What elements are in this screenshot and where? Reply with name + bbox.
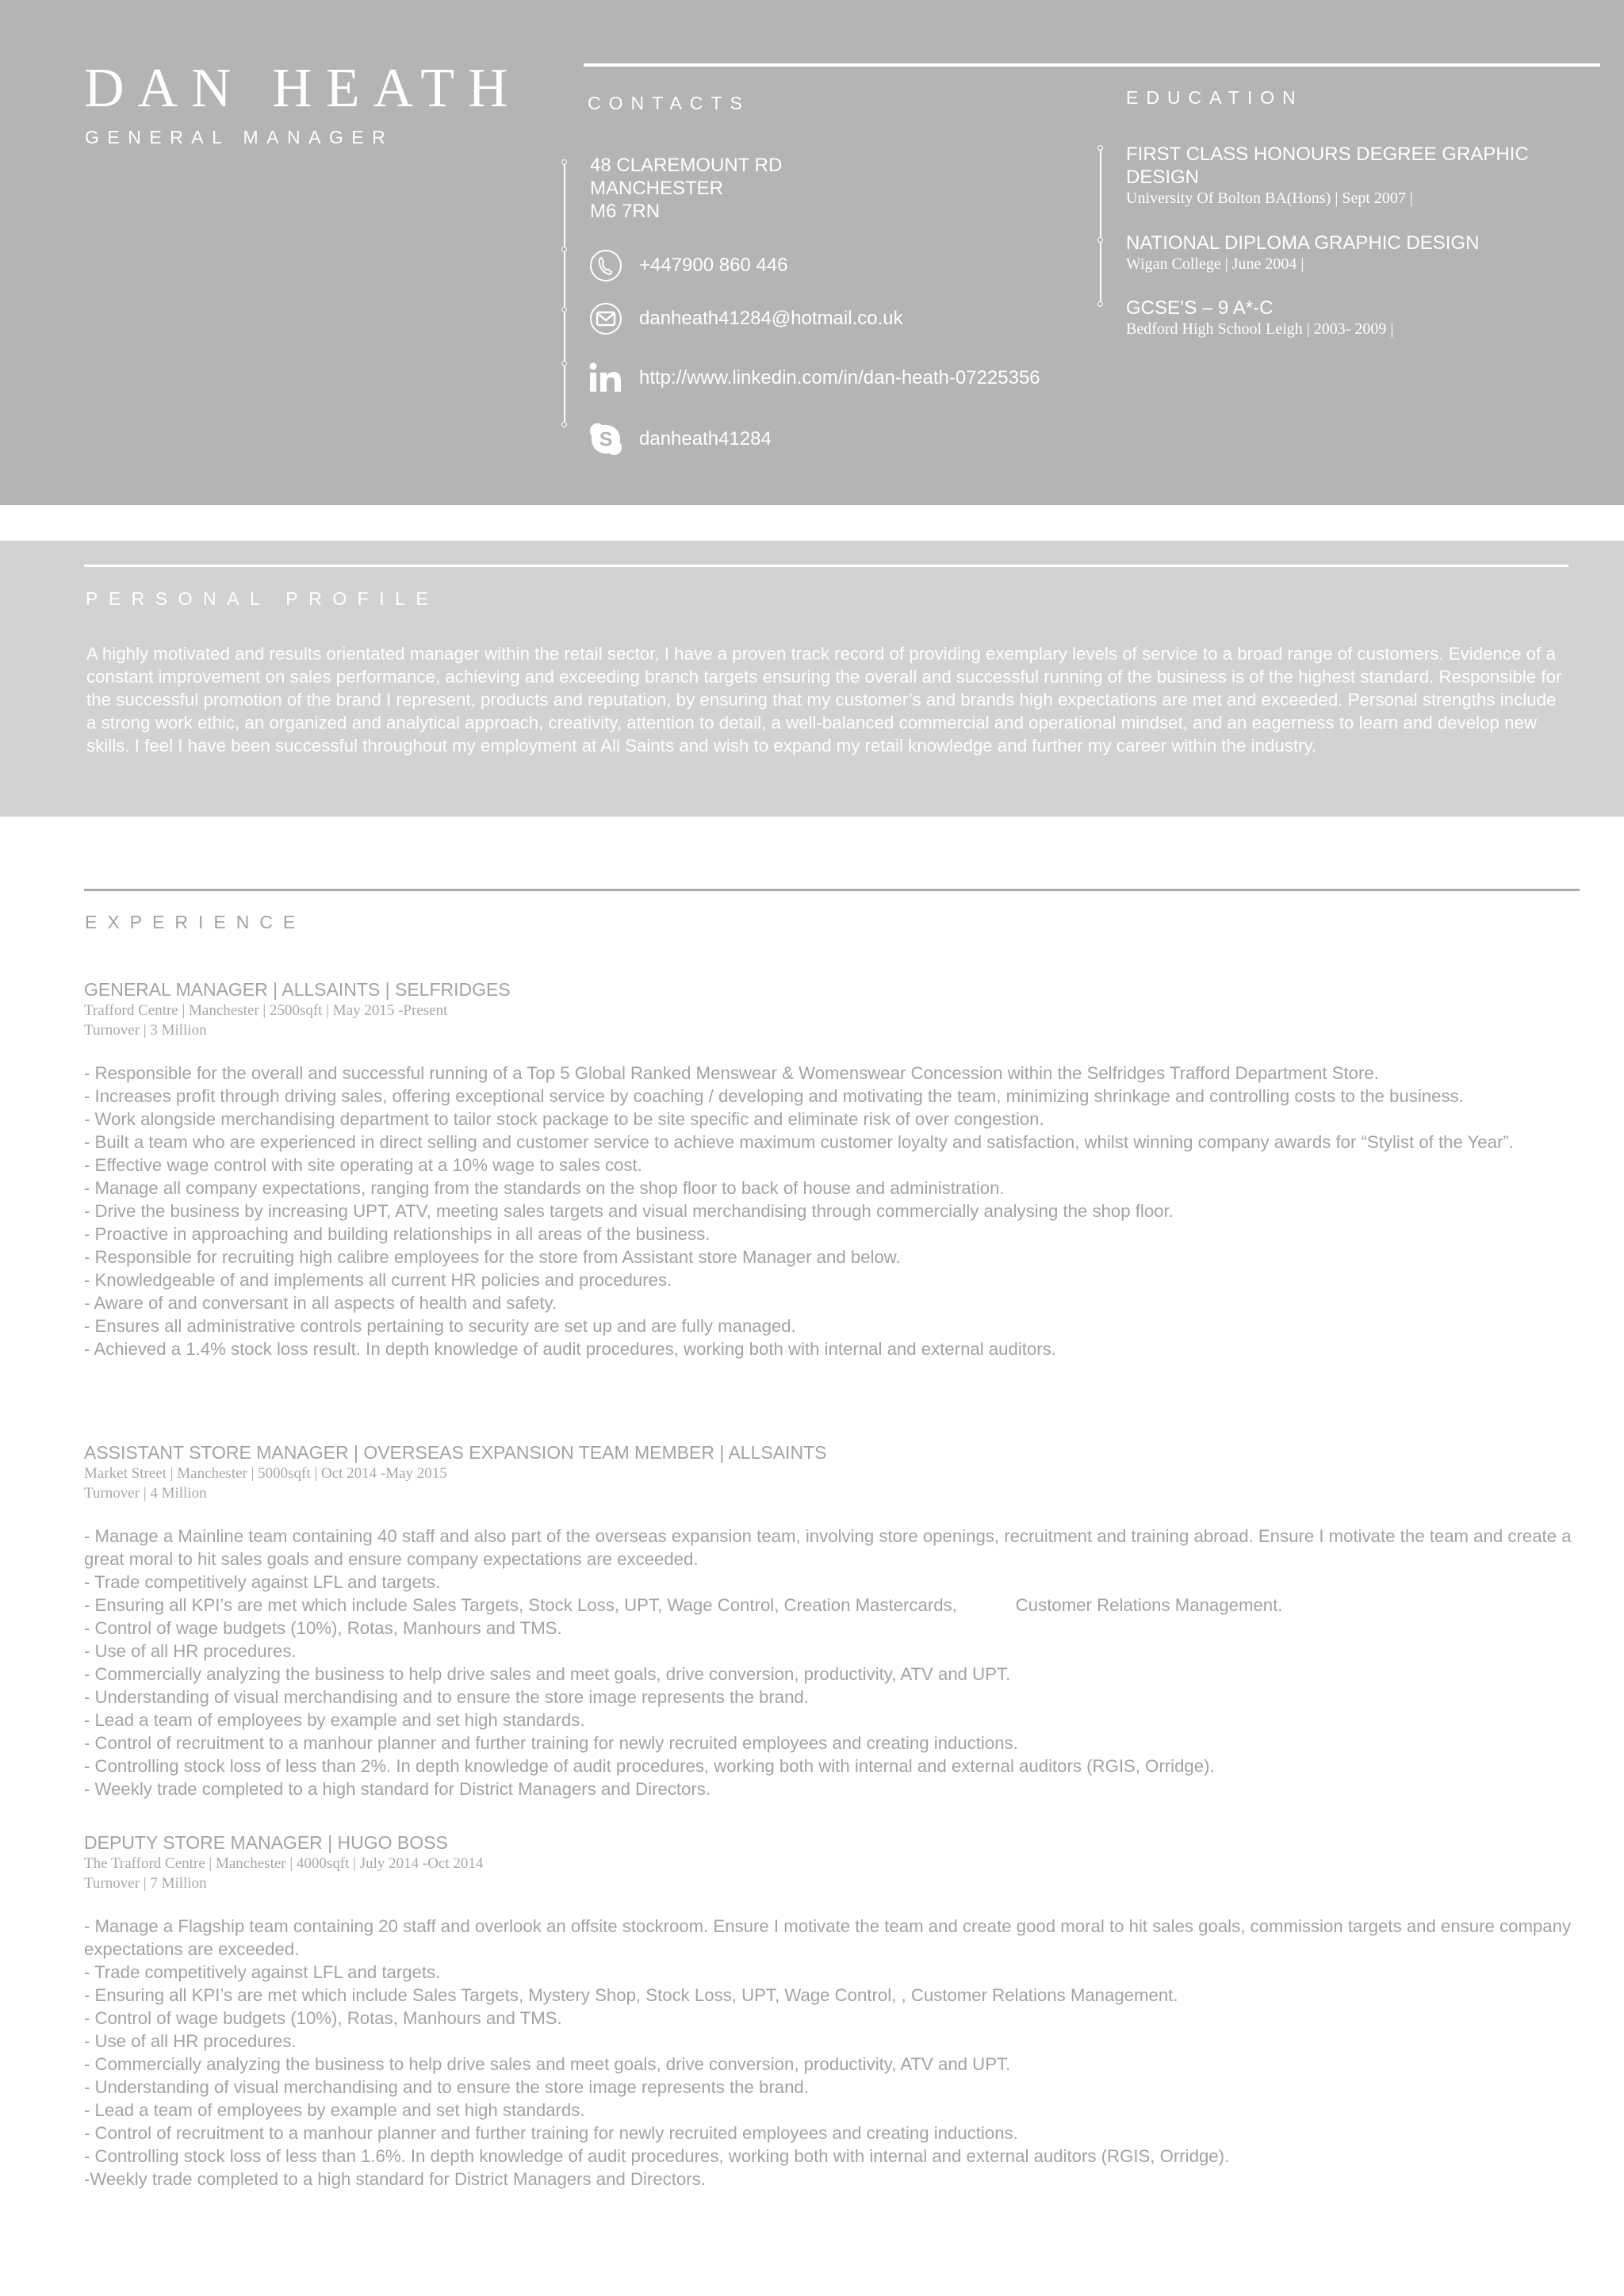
list-item: - Lead a team of employees by example and set high standards.: [84, 1710, 585, 1730]
contacts-timeline: [564, 162, 565, 425]
list-item: - Ensuring all KPI’s are met which include Sales Targets, Stock Loss, UPT, Wage Control, Creation Mastercards, Customer Relations Management.: [84, 1595, 1283, 1615]
experience-heading: EXPERIENCE: [85, 912, 306, 932]
list-item: - Control of recruitment to a manhour planner and further training for newly recruited employees and creating inductions.: [84, 2123, 1018, 2143]
list-item: - Use of all HR procedures.: [84, 1641, 297, 1661]
mail-icon: [588, 301, 623, 336]
profile-text: A highly motivated and results orientated manager within the retail sector, I have a proven track record of providing exemplary levels of service to a broad range of customers. Evidence of a constant improvement on sales performance, achieving and exceeding branch targets ensuring the overall and successful running of the business is of the highest standard. Responsible for the successful promotion of the brand I represent, products and reputation, by ensuring that my customer’s and brands high expectations are met and exceeded. Personal strengths include a strong work ethic, an organized and analytical approach, creativity, attention to detail, a well-balanced commercial and operational mindset, and an eagerness to learn and develop new skills. I feel I have been successful throughout my employment at All Saints and wish to expand my retail knowledge and further my career within the industry.: [86, 644, 1562, 756]
profile-heading: PERSONAL PROFILE: [86, 588, 439, 609]
list-item: - Controlling stock loss of less than 1.6%. In depth knowledge of audit procedures, working both with internal and external auditors (RGIS, Orridge).: [84, 2146, 1230, 2166]
list-item: - Work alongside merchandising department to tailor stock package to be site specific and eliminate risk of over congestion.: [84, 1109, 1044, 1129]
profile-band: [0, 541, 1624, 817]
list-item: - Commercially analyzing the business to help drive sales and meet goals, drive conversion, productivity, ATV and UPT.: [84, 2054, 1011, 2074]
contact-phone[interactable]: [588, 248, 788, 283]
job-responsibilities: [84, 1062, 1591, 1360]
header-divider: [584, 63, 1600, 67]
job-turnover: Turnover | 7 Million: [84, 1875, 207, 1892]
svg-text:S: S: [599, 428, 613, 451]
header-band: [0, 0, 1624, 505]
job-entry-assistant-store-manager: [84, 1441, 1591, 1800]
list-item: - Aware of and conversant in all aspects of health and safety.: [84, 1293, 557, 1313]
list-item: - Weekly trade completed to a high standard for District Managers and Directors.: [84, 1779, 711, 1799]
list-item: - Built a team who are experienced in direct selling and customer service to achieve maximum customer loyalty and satisfaction, whilst winning company awards for “Stylist of the Year”.: [84, 1132, 1514, 1152]
email-address[interactable]: danheath41284@hotmail.co.uk: [639, 308, 903, 329]
education-heading: EDUCATION: [1126, 87, 1304, 108]
list-item: - Trade competitively against LFL and targets.: [84, 1962, 441, 1982]
list-item: - Effective wage control with site operating at a 10% wage to sales cost.: [84, 1155, 642, 1175]
list-item: - Responsible for the overall and successful running of a Top 5 Global Ranked Menswear & Womenswear Concession within the Selfridges Trafford Department Store.: [84, 1063, 1379, 1083]
contact-linkedin[interactable]: [588, 361, 1040, 396]
phone-number[interactable]: +447900 860 446: [639, 254, 788, 276]
skype-handle[interactable]: danheath41284: [639, 428, 772, 450]
list-item: - Knowledgeable of and implements all current HR policies and procedures.: [84, 1270, 672, 1290]
job-title: DEPUTY STORE MANAGER | HUGO BOSS: [84, 1832, 448, 1853]
education-entry: [1126, 297, 1570, 339]
list-item: - Control of recruitment to a manhour planner and further training for newly recruited employees and creating inductions.: [84, 1733, 1018, 1753]
list-item: - Manage a Mainline team containing 40 staff and also part of the overseas expansion team, involving store openings, recruitment and training abroad. Ensure I motivate the team and create a great moral to hit sales goals and ensure company expectations are exceeded.: [84, 1526, 1572, 1569]
education-degree: NATIONAL DIPLOMA GRAPHIC DESIGN: [1126, 232, 1480, 254]
skype-icon: [588, 422, 623, 457]
education-degree: FIRST CLASS HONOURS DEGREE GRAPHIC DESIGN: [1126, 144, 1529, 188]
list-item: - Trade competitively against LFL and targets.: [84, 1572, 441, 1592]
education-timeline: [1100, 147, 1101, 306]
list-item: - Proactive in approaching and building relationships in all areas of the business.: [84, 1224, 710, 1244]
job-title: ASSISTANT STORE MANAGER | OVERSEAS EXPANSION TEAM MEMBER | ALLSAINTS: [84, 1442, 827, 1463]
job-location: Trafford Centre | Manchester | 2500sqft | May 2015 -Present: [84, 1002, 448, 1019]
timeline-dot: [1097, 145, 1103, 151]
timeline-dot: [1097, 237, 1103, 243]
education-detail: Bedford High School Leigh | 2003- 2009 |: [1126, 320, 1394, 338]
contact-address: [590, 154, 782, 223]
education-entry: [1126, 143, 1570, 208]
candidate-title: GENERAL MANAGER: [85, 127, 394, 147]
list-item: - Commercially analyzing the business to help drive sales and meet goals, drive conversion, productivity, ATV and UPT.: [84, 1664, 1011, 1684]
job-turnover: Turnover | 3 Million: [84, 1022, 207, 1039]
list-item: - Control of wage budgets (10%), Rotas, Manhours and TMS.: [84, 2008, 562, 2028]
job-responsibilities: [84, 1525, 1591, 1800]
list-item: - Manage a Flagship team containing 20 staff and overlook an offsite stockroom. Ensure I motivate the team and create good moral to hit sales goals, commission targets and ensure company expectations are exceeded.: [84, 1916, 1572, 1959]
list-item: - Lead a team of employees by example and set high standards.: [84, 2100, 585, 2120]
timeline-dot: [561, 159, 567, 165]
job-turnover: Turnover | 4 Million: [84, 1485, 207, 1502]
contact-email[interactable]: [588, 301, 903, 336]
list-item: - Control of wage budgets (10%), Rotas, Manhours and TMS.: [84, 1618, 562, 1638]
address-line: 48 CLAREMOUNT RD: [590, 155, 783, 176]
list-item: - Increases profit through driving sales, offering exceptional service by coaching / developing and motivating the team, minimizing shrinkage and controlling costs to the business.: [84, 1086, 1464, 1106]
timeline-dot: [561, 307, 567, 312]
contact-skype[interactable]: [588, 422, 772, 457]
address-line: M6 7RN: [590, 201, 661, 222]
list-item: - Understanding of visual merchandising and to ensure the store image represents the brand.: [84, 2077, 809, 2097]
linkedin-url[interactable]: http://www.linkedin.com/in/dan-heath-07225356: [639, 367, 1040, 388]
address-line: MANCHESTER: [590, 178, 724, 199]
job-entry-general-manager: [84, 978, 1591, 1360]
phone-icon: [588, 248, 623, 283]
list-item: - Understanding of visual merchandising and to ensure the store image represents the brand.: [84, 1687, 809, 1707]
education-detail: Wigan College | June 2004 |: [1126, 255, 1304, 273]
list-item: - Ensuring all KPI’s are met which include Sales Targets, Mystery Shop, Stock Loss, UPT, Wage Control, , Customer Relations Management.: [84, 1985, 1178, 2005]
timeline-dot: [561, 422, 567, 427]
profile-divider: [84, 564, 1568, 567]
education-degree: GCSE’S – 9 A*-C: [1126, 297, 1274, 319]
timeline-dot: [561, 247, 567, 252]
list-item: - Responsible for recruiting high calibre employees for the store from Assistant store Manager and below.: [84, 1247, 901, 1267]
timeline-dot: [561, 361, 567, 366]
timeline-dot: [1097, 301, 1103, 307]
education-entry: [1126, 232, 1570, 274]
list-item: - Drive the business by increasing UPT, ATV, meeting sales targets and visual merchandising through commercially analysing the shop floor.: [84, 1201, 1174, 1221]
list-item: - Controlling stock loss of less than 2%. In depth knowledge of audit procedures, working both with internal and external auditors (RGIS, Orridge).: [84, 1756, 1215, 1776]
list-item: - Ensures all administrative controls pertaining to security are set up and are fully managed.: [84, 1316, 796, 1336]
linkedin-icon: [588, 361, 623, 396]
contacts-heading: CONTACTS: [588, 93, 750, 113]
candidate-name: DAN HEATH: [84, 58, 522, 119]
list-item: - Use of all HR procedures.: [84, 2031, 297, 2051]
job-location: The Trafford Centre | Manchester | 4000sqft | July 2014 -Oct 2014: [84, 1855, 484, 1872]
list-item: - Achieved a 1.4% stock loss result. In depth knowledge of audit procedures, working both with internal and external auditors.: [84, 1339, 1056, 1359]
list-item: - Manage all company expectations, ranging from the standards on the shop floor to back of house and administration.: [84, 1178, 1005, 1198]
job-title: GENERAL MANAGER | ALLSAINTS | SELFRIDGES: [84, 979, 511, 1000]
list-item: -Weekly trade completed to a high standard for District Managers and Directors.: [84, 2169, 706, 2189]
experience-divider: [84, 889, 1580, 891]
education-detail: University Of Bolton BA(Hons) | Sept 2007 |: [1126, 189, 1413, 207]
job-location: Market Street | Manchester | 5000sqft | Oct 2014 -May 2015: [84, 1465, 447, 1482]
job-responsibilities: [84, 1915, 1591, 2191]
job-entry-deputy-store-manager: [84, 1831, 1591, 2191]
